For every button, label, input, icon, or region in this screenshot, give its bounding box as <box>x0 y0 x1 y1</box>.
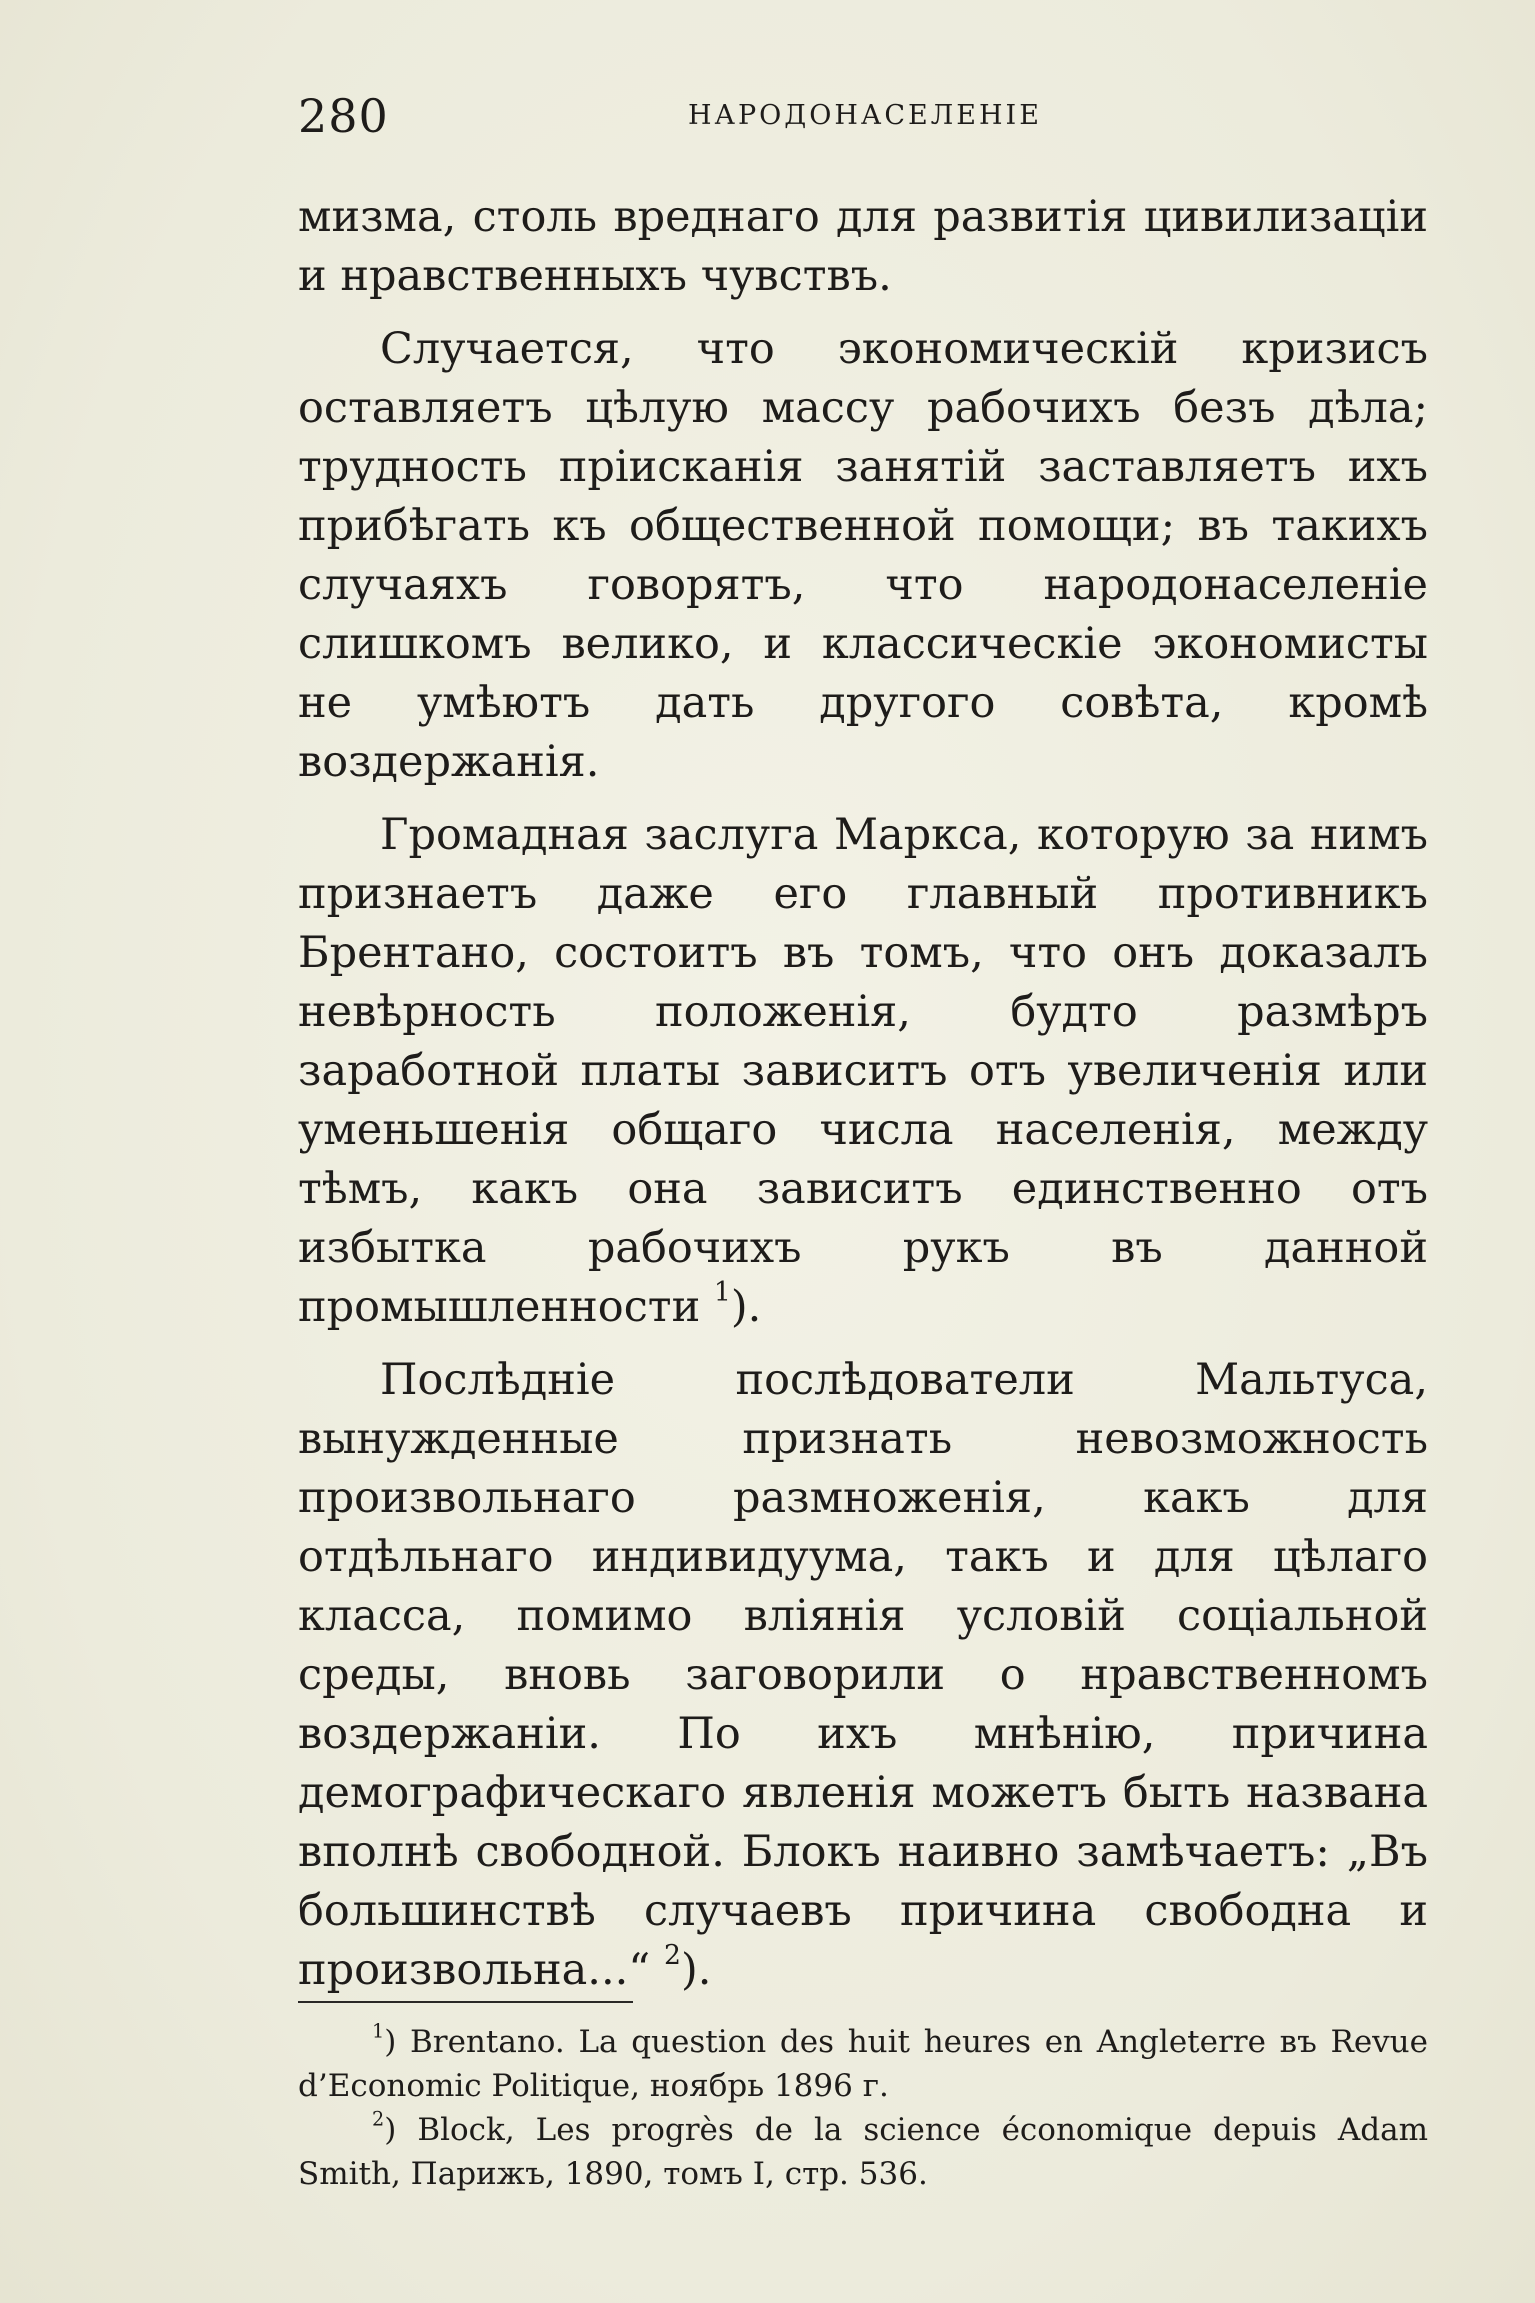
running-title: НАРОДОНАСЕЛЕНІЕ <box>688 100 1042 131</box>
paragraph-4-tail: ). <box>680 1945 712 1995</box>
footnote-divider <box>298 2001 633 2003</box>
paragraph-4-text: Послѣдніе послѣдователи Мальтуса, вынужденные признать невозможность произвольнаго размноженія, какъ для отдѣльнаго индивидуума, такъ и для цѣлаго класса, помимо вліянія условій соціальной среды, вновь заговорили о нравственномъ воздержаніи. По ихъ мнѣнію, причина демографическаго явленія можетъ быть названа вполнѣ свободной. Блокъ наивно замѣчаетъ: „Въ большинствѣ случаевъ причина свободна и произвольна...“ <box>298 1355 1428 1995</box>
paragraph-3 <box>298 806 1428 1337</box>
body-text <box>298 188 1428 2000</box>
footnote-ref-2: 2 <box>663 1940 681 1972</box>
footnotes <box>298 2020 1428 2196</box>
page-header <box>298 88 1428 144</box>
paragraph-4 <box>298 1351 1428 2000</box>
paragraph-3-tail: ). <box>730 1282 762 1332</box>
paragraph-3-text: Громадная заслуга Маркса, которую за нимъ признаетъ даже его главный противникъ Брентано, состоитъ въ томъ, что онъ доказалъ невѣрность положенія, будто размѣръ заработной платы зависитъ отъ увеличенія или уменьшенія общаго числа населенія, между тѣмъ, какъ она зависитъ единственно отъ избытка рабочихъ рукъ въ данной промышленности <box>298 810 1428 1332</box>
footnote-ref-1: 1 <box>713 1277 731 1309</box>
footnote-2-text: ) Block, Les progrès de la science économique depuis Adam Smith, Парижъ, 1890, томъ I, стр. 536. <box>298 2112 1428 2192</box>
page-number: 280 <box>298 89 389 143</box>
paragraph-2: Случается, что экономическій кризисъ оставляетъ цѣлую массу рабочихъ безъ дѣла; трудность пріисканія занятій заставляетъ ихъ прибѣгать къ общественной помощи; въ такихъ случаяхъ говорятъ, что народонаселеніе слишкомъ велико, и классическіе экономисты не умѣютъ дать другого совѣта, кромѣ воздержанія. <box>298 324 1428 787</box>
footnote-2 <box>298 2108 1428 2196</box>
footnote-2-marker: 2 <box>372 2107 385 2131</box>
paragraph-1: мизма, столь вреднаго для развитія цивилизаціи и нравственныхъ чувствъ. <box>298 192 1428 301</box>
footnote-1 <box>298 2020 1428 2108</box>
footnote-1-marker: 1 <box>372 2019 385 2043</box>
footnote-1-text: ) Brentano. La question des huit heures en Angleterre въ Revue d’Economic Politique, ноябрь 1896 г. <box>298 2024 1428 2104</box>
